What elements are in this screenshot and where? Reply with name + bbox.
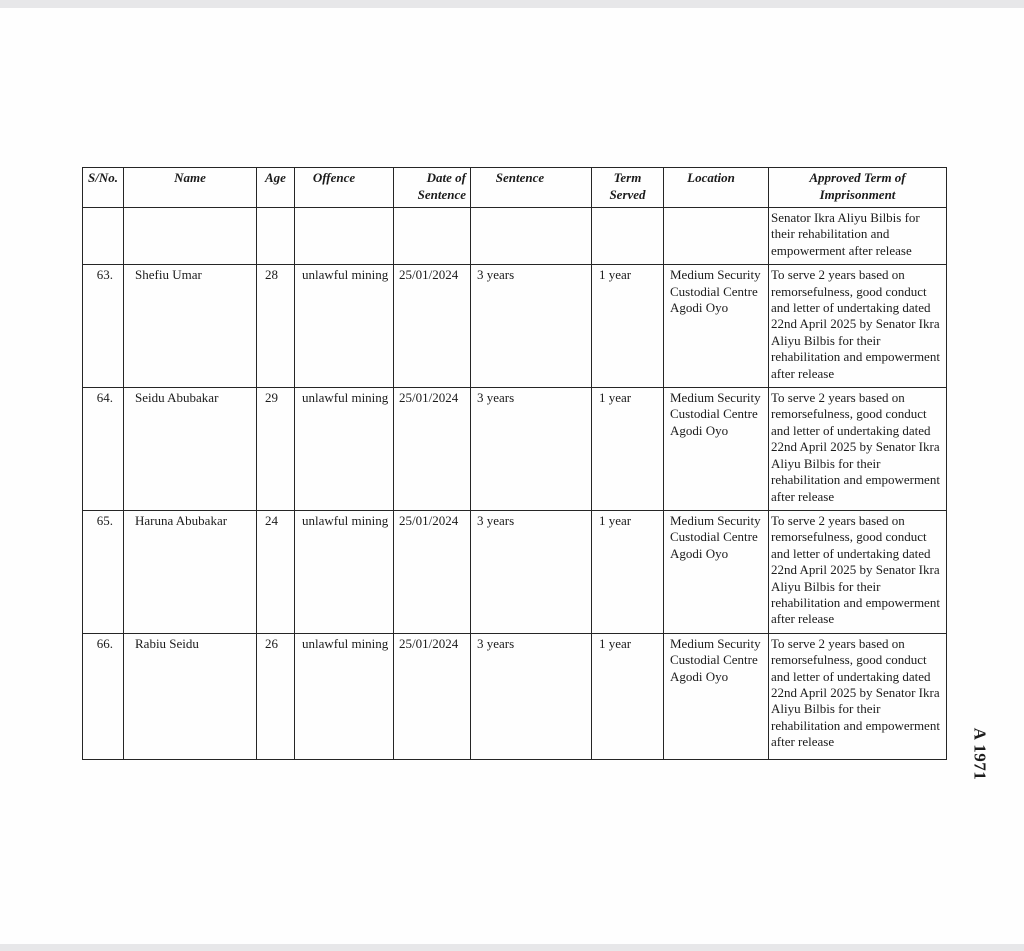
- header-age: Age: [257, 168, 295, 208]
- cell-empty: [471, 208, 592, 265]
- header-row: [83, 168, 947, 208]
- header-approved-line1: Approved Term of: [809, 170, 906, 185]
- cell-age: 24: [257, 510, 295, 633]
- header-location: Location: [664, 168, 769, 208]
- cell-name: Rabiu Seidu: [124, 633, 257, 759]
- cell-location: Medium Security Custodial Centre Agodi Oyo: [664, 633, 769, 759]
- cell-sentence: 3 years: [471, 510, 592, 633]
- header-date-line1: Date of: [426, 170, 466, 185]
- table-row: [83, 388, 947, 511]
- cell-empty: [124, 208, 257, 265]
- header-term-line1: Term: [613, 170, 642, 185]
- cell-name: Haruna Abubakar: [124, 510, 257, 633]
- header-term-served: [592, 168, 664, 208]
- cell-sno: 66.: [83, 633, 124, 759]
- cell-age: 28: [257, 265, 295, 388]
- cell-date: 25/01/2024: [394, 388, 471, 511]
- cell-empty: [257, 208, 295, 265]
- cell-sentence: 3 years: [471, 265, 592, 388]
- table-body: [83, 208, 947, 760]
- cell-date: 25/01/2024: [394, 510, 471, 633]
- cell-approved-term: To serve 2 years based on remorsefulness, good conduct and letter of undertaking dated 22nd April 2025 by Senator Ikra Aliyu Bilbis for their rehabilitation and empowerment after release: [769, 633, 947, 759]
- cell-term-served: 1 year: [592, 265, 664, 388]
- continuation-row: [83, 208, 947, 265]
- header-sno: S/No.: [83, 168, 124, 208]
- cell-term-served: 1 year: [592, 633, 664, 759]
- table-row: [83, 633, 947, 759]
- cell-approved-term: To serve 2 years based on remorsefulness, good conduct and letter of undertaking dated 22nd April 2025 by Senator Ikra Aliyu Bilbis for their rehabilitation and empowerment after release: [769, 388, 947, 511]
- table-header: [83, 168, 947, 208]
- cell-sentence: 3 years: [471, 388, 592, 511]
- cell-location: Medium Security Custodial Centre Agodi Oyo: [664, 388, 769, 511]
- cell-empty: [664, 208, 769, 265]
- header-date-line2: Sentence: [417, 187, 466, 202]
- cell-empty: [83, 208, 124, 265]
- cell-approved-term: To serve 2 years based on remorsefulness, good conduct and letter of undertaking dated 22nd April 2025 by Senator Ikra Aliyu Bilbis for their rehabilitation and empowerment after release: [769, 265, 947, 388]
- cell-sno: 64.: [83, 388, 124, 511]
- cell-offence: unlawful mining: [295, 265, 394, 388]
- sentence-review-table: [82, 167, 947, 760]
- header-approved-line2: Imprisonment: [819, 187, 896, 202]
- cell-age: 26: [257, 633, 295, 759]
- document-page: [0, 8, 1024, 944]
- cell-location: Medium Security Custodial Centre Agodi Oyo: [664, 265, 769, 388]
- cell-term-served: 1 year: [592, 388, 664, 511]
- table-row: [83, 510, 947, 633]
- cell-approved-term: To serve 2 years based on remorsefulness, good conduct and letter of undertaking dated 22nd April 2025 by Senator Ikra Aliyu Bilbis for their rehabilitation and empowerment after release: [769, 510, 947, 633]
- cell-location: Medium Security Custodial Centre Agodi Oyo: [664, 510, 769, 633]
- cell-age: 29: [257, 388, 295, 511]
- cell-offence: unlawful mining: [295, 633, 394, 759]
- header-sentence: Sentence: [471, 168, 592, 208]
- cell-empty: [394, 208, 471, 265]
- header-name: Name: [124, 168, 257, 208]
- cell-sno: 63.: [83, 265, 124, 388]
- header-date-of-sentence: [394, 168, 471, 208]
- cell-approved-term: Senator Ikra Aliyu Bilbis for their rehabilitation and empowerment after release: [769, 208, 947, 265]
- cell-name: Shefiu Umar: [124, 265, 257, 388]
- cell-date: 25/01/2024: [394, 265, 471, 388]
- header-term-line2: Served: [609, 187, 646, 202]
- cell-empty: [592, 208, 664, 265]
- cell-name: Seidu Abubakar: [124, 388, 257, 511]
- cell-offence: unlawful mining: [295, 510, 394, 633]
- cell-empty: [295, 208, 394, 265]
- cell-date: 25/01/2024: [394, 633, 471, 759]
- cell-offence: unlawful mining: [295, 388, 394, 511]
- cell-term-served: 1 year: [592, 510, 664, 633]
- cell-sentence: 3 years: [471, 633, 592, 759]
- cell-sno: 65.: [83, 510, 124, 633]
- header-offence: Offence: [295, 168, 394, 208]
- header-approved-term: [769, 168, 947, 208]
- table-row: [83, 265, 947, 388]
- page-number: A 1971: [970, 727, 990, 781]
